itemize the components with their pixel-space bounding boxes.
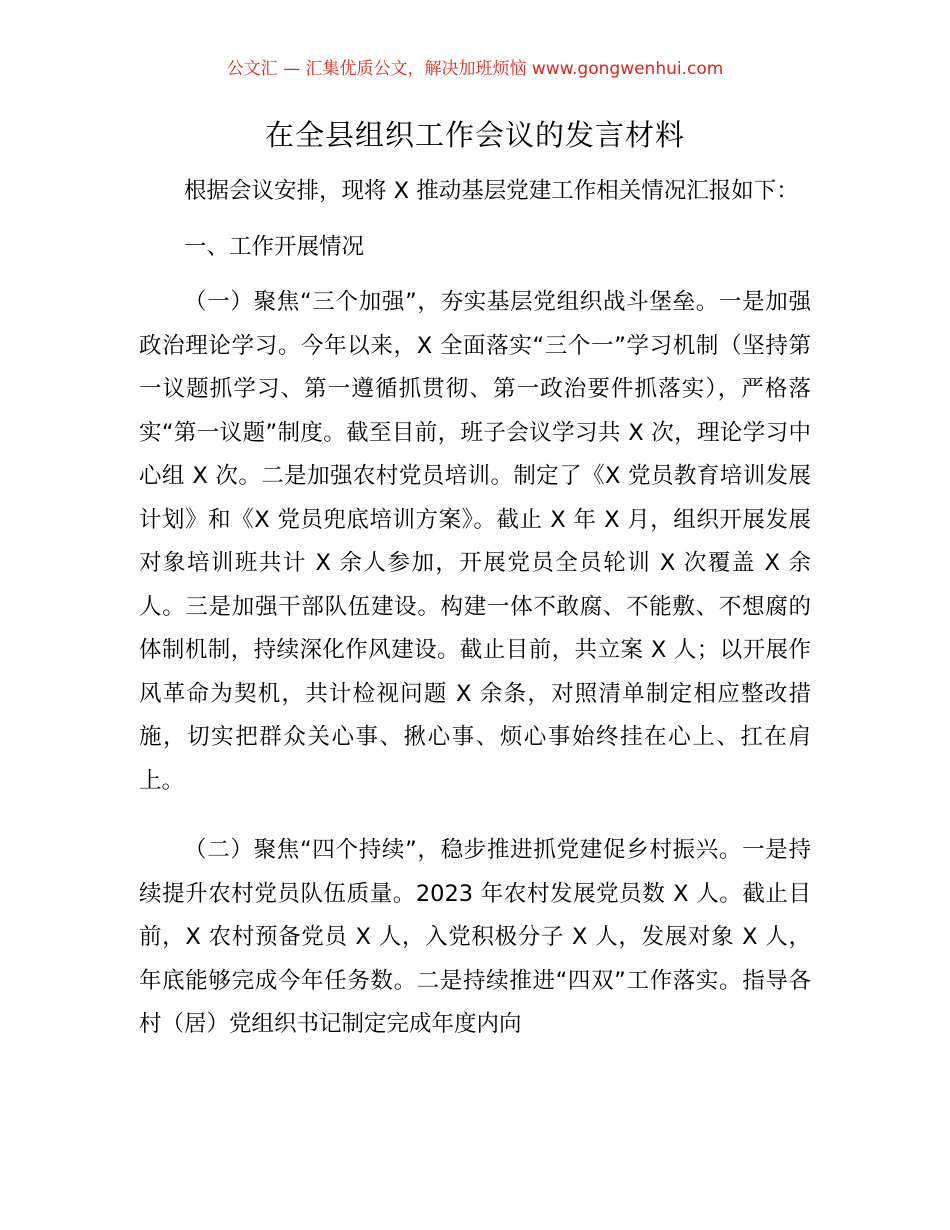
body-paragraph-1: （一）聚焦“三个加强”，夯实基层党组织战斗堡垒。一是加强政治理论学习。今年以来，X 全面落实“三个一”学习机制（坚持第一议题抓学习、第一遵循抓贯彻、第一政治要件抓落实），严格落实“第一议题”制度。截至目前，班子会议学习共 X 次，理论学习中心组 X 次。二是加强农村党员培训。制定了《X 党员教育培训发展计划》和《X 党员兜底培训方案》。截止 X 年 X 月，组织开展发展对象培训班共计 X 余人参加，开展党员全员轮训 X 次覆盖 X 余人。三是加强干部队伍建设。构建一体不敢腐、不能敷、不想腐的体制机制，持续深化作风建设。截止目前，共立案 X 人；以开展作风革命为契机，共计检视问题 X 余条，对照清单制定相应整改措施，切实把群众关心事、揪心事、烦心事始终挂在心上、扛在肩上。 (139, 289, 811, 794)
watermark-header: 公文汇 — 汇集优质公文，解决加班烦恼 www.gongwenhui.com (226, 59, 724, 79)
document-body (139, 170, 811, 1047)
body-paragraph-2: （二）聚焦“四个持续”，稳步推进抓党建促乡村振兴。一是持续提升农村党员队伍质量。2023 年农村发展党员数 X 人。截止目前，X 农村预备党员 X 人，入党积极分子 X 人，发展对象 X 人，年底能够完成今年任务数。二是持续推进“四双”工作落实。指导各村（居）党组织书记制定完成年度内向 (139, 837, 811, 1037)
document-title: 在全县组织工作会议的发言材料 (264, 118, 685, 152)
intro-paragraph: 根据会议安排，现将 X 推动基层党建工作相关情况汇报如下： (184, 178, 799, 204)
section-heading: 一、工作开展情况 (184, 233, 365, 260)
